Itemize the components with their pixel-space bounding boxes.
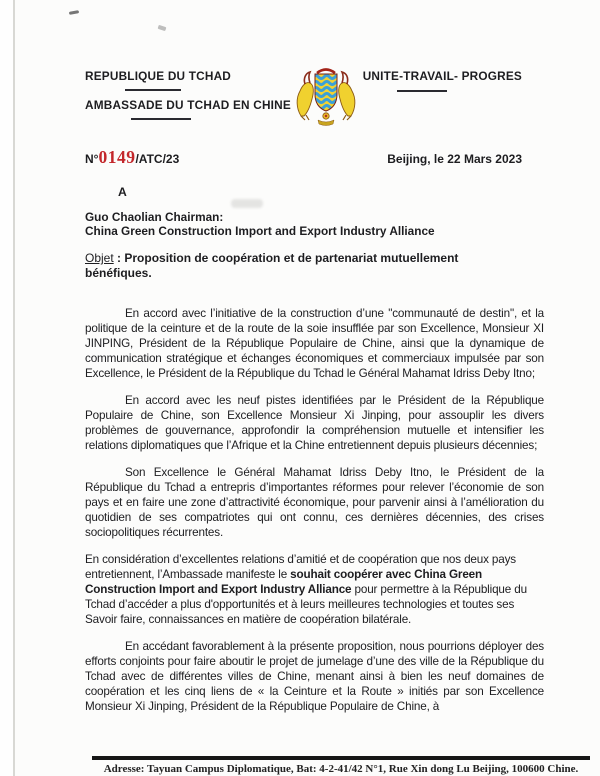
salutation: A bbox=[118, 185, 127, 199]
subject-text: Proposition de coopération et de partenariat mutuellement bénéfiques. bbox=[85, 251, 459, 280]
paragraph-3: Son Excellence le Général Mahamat Idriss Deby Itno, le Président de la République du Tchad a entrepris d’importantes réformes pour relever l’économie de son pays et en faire une zone d’attractivité économique, pour parvenir ainsi à l’amélioration du quotidien de ses compatriotes qui ont connu, ces dernières décennies, des crises sociopolitiques récurrentes. bbox=[85, 466, 544, 539]
scan-margin-strip bbox=[0, 0, 13, 776]
lion-supporter bbox=[339, 72, 355, 120]
footer-address: Adresse: Tayuan Campus Diplomatique, Bat: 4-2-41/42 N°1, Rue Xin dong Lu Beijing, 100600 Chine. bbox=[103, 762, 579, 775]
letter-footer bbox=[92, 756, 590, 775]
subject-line bbox=[85, 251, 525, 281]
reference-row bbox=[85, 147, 544, 168]
paragraph-4-post: pour permettre à la République du Tchad d’accéder a plus d'opportunités et à leurs meilleures technologies et toutes ses Savoir faire, connaissances en matière de coopération bilatérale. bbox=[85, 583, 527, 626]
ref-prefix: N° bbox=[85, 152, 99, 166]
scan-speck bbox=[69, 10, 79, 15]
divider-line bbox=[131, 118, 191, 120]
recipient-organization: China Green Construction Import and Export Industry Alliance bbox=[85, 224, 435, 238]
dateline: Beijing, le 22 Mars 2023 bbox=[387, 152, 522, 166]
scan-edge-line bbox=[13, 0, 15, 776]
letterhead bbox=[85, 66, 544, 131]
subject-separator: : bbox=[113, 251, 125, 265]
republic-title: REPUBLIQUE DU TCHAD bbox=[85, 69, 232, 83]
motto: UNITE-TRAVAIL- PROGRES bbox=[362, 69, 522, 83]
paragraph-4-pre: En considération d’excellentes relations d’amitié et de coopération que nos deux pays entretiennent, l’Ambassade manifeste le bbox=[85, 553, 517, 581]
letter-content bbox=[85, 0, 544, 714]
goat-supporter bbox=[297, 72, 313, 120]
embassy-title: AMBASSADE DU TCHAD EN CHINE bbox=[85, 98, 291, 112]
letterhead-right bbox=[361, 66, 544, 92]
divider-line bbox=[397, 90, 447, 92]
reference-number bbox=[85, 147, 179, 168]
paragraph-4 bbox=[85, 552, 544, 627]
ref-number-red: 0149 bbox=[98, 147, 136, 167]
paragraph-2: En accord avec les neuf pistes identifiées par le Président de la République Populaire de Chine, son Excellence Monsieur Xi Jinping, pour assouplir les divers problèmes de gouvernance, approfondir la compréhension mutuelle et intensifier les relations diplomatiques que l’Afrique et la Chine entretiennent depuis plusieurs décennies; bbox=[85, 394, 544, 452]
paragraph-4-bold: souhait coopérer avec China Green Construction Import and Export Industry Alliance bbox=[85, 568, 483, 596]
chad-coat-of-arms-icon bbox=[291, 64, 361, 131]
paragraph-5: En accédant favorablement à la présente proposition, nous pourrions déployer des efforts conjoints pour faire aboutir le projet de jumelage d’une des ville de la République du Tchad avec de différentes villes de Chine, menant ainsi à bien les neuf domaines de coopération et les cinq liens de « la Ceinture et la Route » initiés par son Excellence Monsieur Xi Jinping, Président de la République Populaire de Chine, à bbox=[85, 640, 544, 713]
ref-suffix: /ATC/23 bbox=[135, 152, 180, 166]
letterhead-left bbox=[85, 66, 291, 120]
divider-line bbox=[125, 89, 181, 91]
paragraph-1: En accord avec l’initiative de la construction d’une "communauté de destin", et la politique de la ceinture et de la route de la soie insufflée par son Excellence, Monsieur XI JINPING, Président de la République Populaire de Chine, ainsi que la dynamique de communication stratégique et échanges économiques et commerciaux impulsée par son Excellence, le Président de la République du Tchad le Général Mahamat Idriss Deby Itno; bbox=[85, 307, 544, 380]
footer-divider bbox=[92, 756, 590, 760]
subject-label: Objet bbox=[85, 251, 114, 265]
recipient-name: Guo Chaolian Chairman: bbox=[85, 210, 224, 224]
